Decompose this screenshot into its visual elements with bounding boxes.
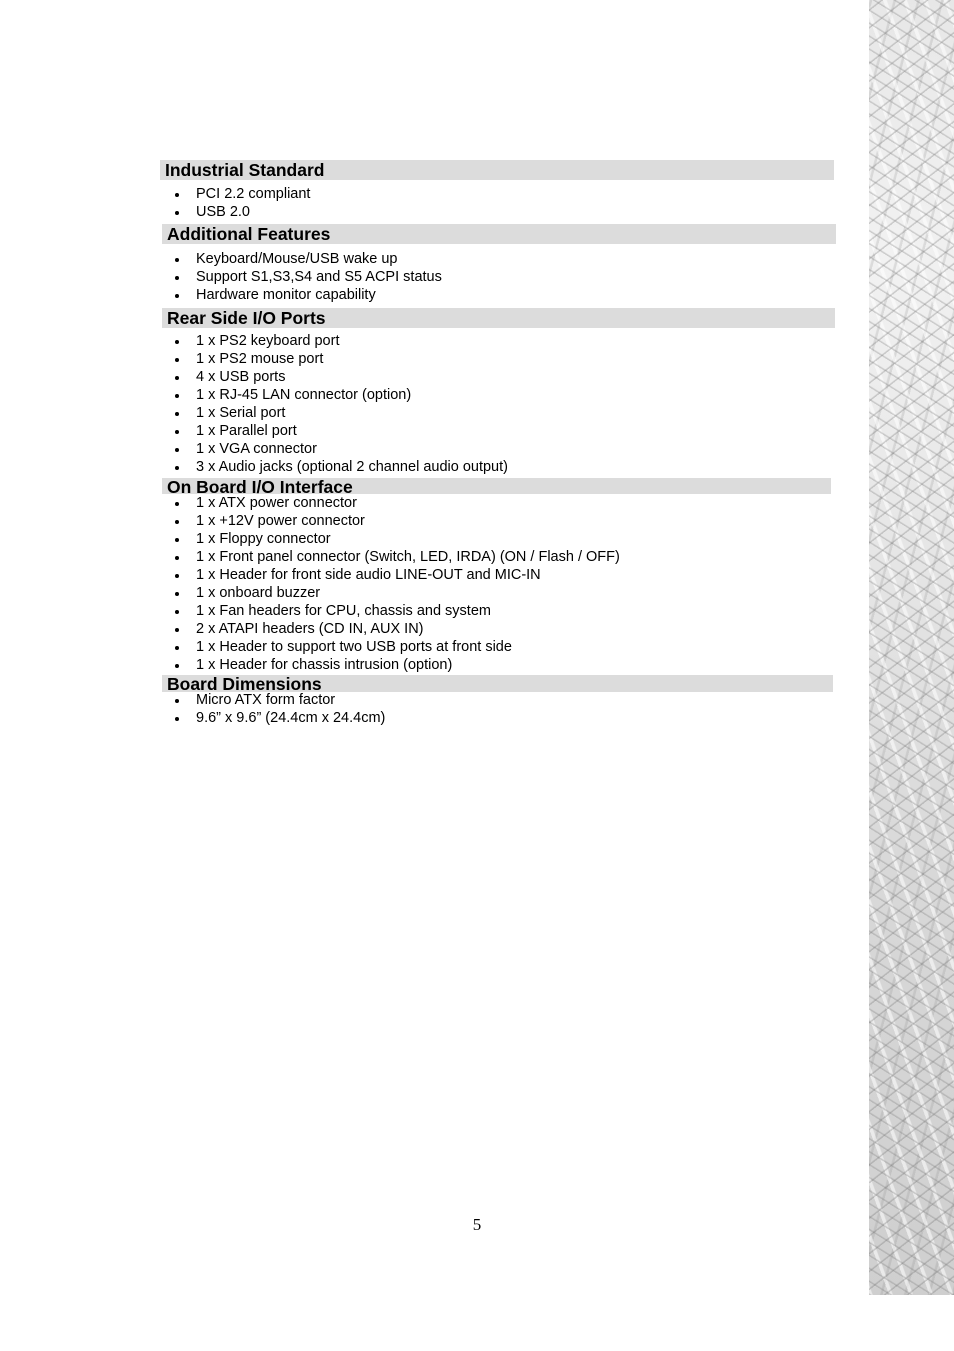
list-item: 1 x VGA connector [170,440,508,458]
on-board-io-interface-list [170,494,620,674]
list-item: USB 2.0 [170,203,310,221]
page-number: 5 [472,1215,482,1234]
list-item: Micro ATX form factor [170,691,385,709]
rear-side-io-ports-list [170,332,508,476]
list-item: 1 x Header for front side audio LINE-OUT and MIC-IN [170,566,620,584]
section-heading-rear-side-io-ports: Rear Side I/O Ports [162,308,835,328]
list-item: 1 x Floppy connector [170,530,620,548]
list-item: 1 x Front panel connector (Switch, LED, IRDA) (ON / Flash / OFF) [170,548,620,566]
list-item: Hardware monitor capability [170,286,442,304]
list-item: 1 x Header for chassis intrusion (option) [170,656,620,674]
list-item: 1 x Fan headers for CPU, chassis and system [170,602,620,620]
list-item: Support S1,S3,S4 and S5 ACPI status [170,268,442,286]
list-item: 1 x Header to support two USB ports at front side [170,638,620,656]
section-heading-industrial-standard: Industrial Standard [160,160,834,180]
section-heading-additional-features: Additional Features [162,224,836,244]
board-dimensions-list [170,691,385,727]
list-item: 1 x PS2 keyboard port [170,332,508,350]
list-item: 1 x Serial port [170,404,508,422]
list-item: 1 x PS2 mouse port [170,350,508,368]
list-item: 1 x +12V power connector [170,512,620,530]
marble-border-decoration [869,0,954,1295]
list-item: 1 x onboard buzzer [170,584,620,602]
section-heading-on-board-io-interface: On Board I/O Interface [162,478,831,494]
industrial-standard-list [170,185,310,221]
list-item: 1 x RJ-45 LAN connector (option) [170,386,508,404]
list-item: 1 x Parallel port [170,422,508,440]
list-item: Keyboard/Mouse/USB wake up [170,250,442,268]
list-item: PCI 2.2 compliant [170,185,310,203]
additional-features-list [170,250,442,304]
list-item: 2 x ATAPI headers (CD IN, AUX IN) [170,620,620,638]
list-item: 4 x USB ports [170,368,508,386]
list-item: 1 x ATX power connector [170,494,620,512]
section-heading-board-dimensions: Board Dimensions [162,675,833,692]
list-item: 9.6” x 9.6” (24.4cm x 24.4cm) [170,709,385,727]
list-item: 3 x Audio jacks (optional 2 channel audio output) [170,458,508,476]
